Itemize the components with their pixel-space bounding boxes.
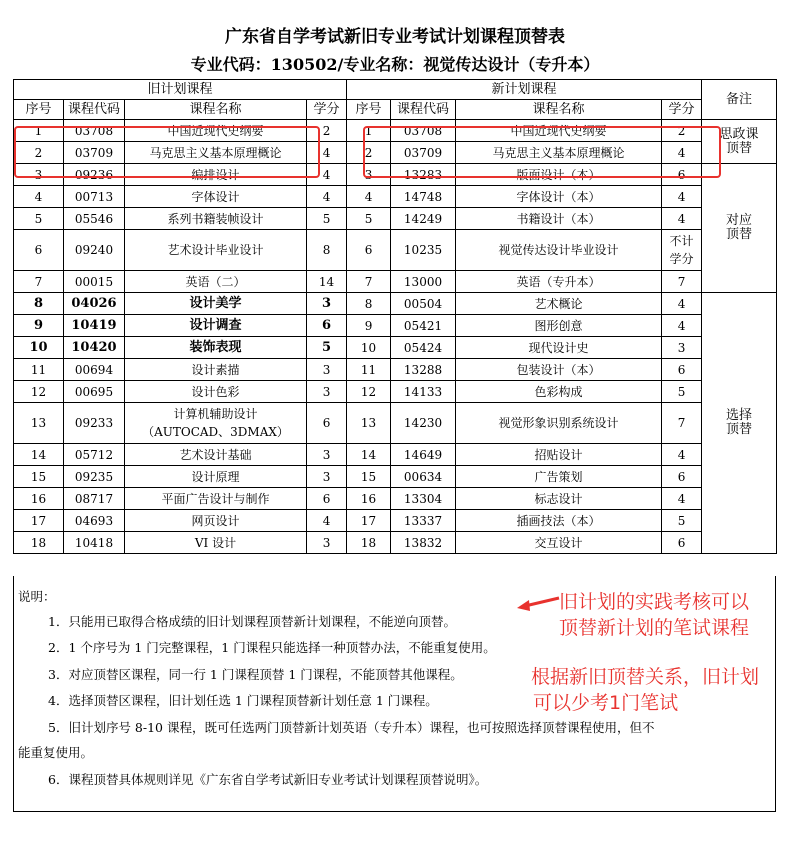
new-code-cell: 14748 (391, 186, 456, 208)
old-seq-cell: 3 (14, 164, 64, 186)
new-seq-cell: 15 (347, 466, 391, 488)
table-row (14, 120, 777, 142)
new-credit-cell: 6 (662, 466, 702, 488)
note-5-cont: 能重复使用。 (18, 745, 94, 760)
annotation-2-line2: 可以少考1门笔试 (533, 692, 679, 714)
old-code-cell: 10420 (64, 337, 125, 359)
old-credit-cell: 2 (307, 120, 347, 142)
table-row (14, 315, 777, 337)
new-credit-cell: 6 (662, 532, 702, 554)
note-5: 5．旧计划序号 8-10 课程，既可任选两门顶替新计划英语（专升本）课程，也可按照选择顶替课程使用，但不 (48, 720, 655, 735)
new-name-cell: 标志设计 (456, 488, 662, 510)
old-seq-cell: 8 (14, 293, 64, 315)
old-seq-cell: 18 (14, 532, 64, 554)
old-name-cell: 字体设计 (125, 186, 307, 208)
old-seq-cell: 13 (14, 403, 64, 444)
old-name-line2: （AUTOCAD、3DMAX） (142, 425, 289, 439)
old-name-cell: 中国近现代史纲要 (125, 120, 307, 142)
old-seq-cell: 10 (14, 337, 64, 359)
old-code-cell: 04026 (64, 293, 125, 315)
old-code-cell: 03709 (64, 142, 125, 164)
new-name-cell: 中国近现代史纲要 (456, 120, 662, 142)
table-row (14, 230, 777, 271)
old-name-cell: 设计美学 (125, 293, 307, 315)
remark-selective-line2: 顶替 (726, 422, 753, 437)
old-seq-header: 序号 (14, 100, 64, 120)
old-code-cell: 10418 (64, 532, 125, 554)
new-name-cell: 包装设计（本） (456, 359, 662, 381)
old-name-cell: 设计素描 (125, 359, 307, 381)
old-code-header: 课程代码 (64, 100, 125, 120)
new-code-cell: 05421 (391, 315, 456, 337)
new-seq-cell: 3 (347, 164, 391, 186)
old-seq-cell: 9 (14, 315, 64, 337)
old-seq-cell: 1 (14, 120, 64, 142)
new-plan-header: 新计划课程 (347, 80, 702, 100)
credit-line2: 学分 (669, 252, 694, 266)
new-name-cell: 交互设计 (456, 532, 662, 554)
old-seq-cell: 12 (14, 381, 64, 403)
old-name-cell: 英语（二） (125, 271, 307, 293)
old-name-cell (125, 403, 307, 444)
new-name-cell: 现代设计史 (456, 337, 662, 359)
old-code-cell: 09240 (64, 230, 125, 271)
new-name-cell: 字体设计（本） (456, 186, 662, 208)
old-code-cell: 09233 (64, 403, 125, 444)
table-row (14, 488, 777, 510)
new-credit-cell: 7 (662, 271, 702, 293)
table-row (14, 337, 777, 359)
table-row (14, 466, 777, 488)
old-credit-cell: 3 (307, 381, 347, 403)
new-name-cell: 版面设计（本） (456, 164, 662, 186)
note-2: 2．1 个序号为 1 门完整课程，1 门课程只能选择一种顶替办法，不能重复使用。 (48, 640, 496, 655)
new-credit-cell: 2 (662, 120, 702, 142)
new-name-cell: 色彩构成 (456, 381, 662, 403)
table-row (14, 444, 777, 466)
remark-politics (702, 120, 777, 164)
new-seq-cell: 11 (347, 359, 391, 381)
new-seq-cell: 14 (347, 444, 391, 466)
new-code-cell: 03709 (391, 142, 456, 164)
new-code-cell: 13283 (391, 164, 456, 186)
old-code-cell: 10419 (64, 315, 125, 337)
new-name-cell: 招贴设计 (456, 444, 662, 466)
old-name-cell: 艺术设计毕业设计 (125, 230, 307, 271)
new-code-cell: 14230 (391, 403, 456, 444)
old-name-cell: 平面广告设计与制作 (125, 488, 307, 510)
new-seq-cell: 13 (347, 403, 391, 444)
old-code-cell: 00015 (64, 271, 125, 293)
table-row (14, 293, 777, 315)
note-4: 4．选择顶替区课程，旧计划任选 1 门课程顶替新计划任意 1 门课程。 (48, 693, 438, 708)
new-name-cell: 艺术概论 (456, 293, 662, 315)
new-credit-header: 学分 (662, 100, 702, 120)
annotation-1-line1: 旧计划的实践考核可以 (559, 591, 750, 613)
old-credit-cell: 14 (307, 271, 347, 293)
new-credit-cell: 4 (662, 186, 702, 208)
old-credit-cell: 4 (307, 164, 347, 186)
old-code-cell: 00695 (64, 381, 125, 403)
new-credit-cell: 5 (662, 510, 702, 532)
old-name-cell: 艺术设计基础 (125, 444, 307, 466)
old-name-cell: 系列书籍装帧设计 (125, 208, 307, 230)
old-code-cell: 04693 (64, 510, 125, 532)
new-seq-cell: 7 (347, 271, 391, 293)
old-credit-cell: 5 (307, 208, 347, 230)
table-row (14, 164, 777, 186)
old-credit-cell: 3 (307, 293, 347, 315)
old-name-cell: 网页设计 (125, 510, 307, 532)
notes-heading: 说明： (18, 589, 56, 604)
new-seq-cell: 12 (347, 381, 391, 403)
new-name-cell: 图形创意 (456, 315, 662, 337)
old-seq-cell: 4 (14, 186, 64, 208)
new-credit-cell: 4 (662, 315, 702, 337)
old-credit-cell: 4 (307, 186, 347, 208)
new-seq-cell: 5 (347, 208, 391, 230)
new-credit-cell (662, 230, 702, 271)
old-name-cell: 编排设计 (125, 164, 307, 186)
annotation-arrow-icon (515, 592, 560, 614)
old-credit-cell: 4 (307, 142, 347, 164)
old-seq-cell: 5 (14, 208, 64, 230)
new-name-cell: 插画技法（本） (456, 510, 662, 532)
annotation-2-line1: 根据新旧顶替关系，旧计划 (531, 666, 760, 688)
table-row (14, 142, 777, 164)
new-credit-cell: 6 (662, 164, 702, 186)
old-seq-cell: 6 (14, 230, 64, 271)
new-code-cell: 14249 (391, 208, 456, 230)
old-name-header: 课程名称 (125, 100, 307, 120)
new-seq-cell: 2 (347, 142, 391, 164)
new-code-cell: 14133 (391, 381, 456, 403)
new-credit-cell: 7 (662, 403, 702, 444)
new-code-cell: 13000 (391, 271, 456, 293)
old-seq-cell: 17 (14, 510, 64, 532)
old-credit-cell: 6 (307, 315, 347, 337)
new-credit-cell: 4 (662, 488, 702, 510)
table-row (14, 381, 777, 403)
new-seq-cell: 10 (347, 337, 391, 359)
old-seq-cell: 15 (14, 466, 64, 488)
old-credit-cell: 3 (307, 466, 347, 488)
old-credit-cell: 5 (307, 337, 347, 359)
remark-header: 备注 (702, 80, 777, 120)
new-code-cell: 13288 (391, 359, 456, 381)
old-seq-cell: 11 (14, 359, 64, 381)
credit-line1: 不计 (669, 234, 694, 248)
page-subtitle: 专业代码：130502/专业名称：视觉传达设计（专升本） (190, 55, 600, 74)
new-code-cell: 13337 (391, 510, 456, 532)
new-code-cell: 03708 (391, 120, 456, 142)
remark-politics-line1: 思政课 (719, 126, 759, 142)
new-name-cell: 英语（专升本） (456, 271, 662, 293)
note-6: 6．课程顶替具体规则详见《广东省自学考试新旧专业考试计划课程顶替说明》。 (48, 772, 488, 787)
page-title: 广东省自学考试新旧专业考试计划课程顶替表 (225, 27, 565, 47)
new-seq-cell: 6 (347, 230, 391, 271)
table-row (14, 532, 777, 554)
new-credit-cell: 4 (662, 208, 702, 230)
old-name-cell: 设计原理 (125, 466, 307, 488)
new-seq-cell: 18 (347, 532, 391, 554)
remark-corresponding-line1: 对应 (726, 213, 753, 228)
old-credit-cell: 6 (307, 488, 347, 510)
old-seq-cell: 2 (14, 142, 64, 164)
new-name-header: 课程名称 (456, 100, 662, 120)
new-name-cell: 视觉传达设计毕业设计 (456, 230, 662, 271)
new-credit-cell: 4 (662, 142, 702, 164)
note-1: 1．只能用已取得合格成绩的旧计划课程顶替新计划课程，不能逆向顶替。 (48, 614, 456, 629)
new-code-header: 课程代码 (391, 100, 456, 120)
new-seq-cell: 16 (347, 488, 391, 510)
remark-corresponding-line2: 顶替 (726, 227, 753, 242)
old-code-cell: 05712 (64, 444, 125, 466)
course-replacement-table (13, 79, 777, 554)
old-credit-cell: 6 (307, 403, 347, 444)
new-credit-cell: 4 (662, 293, 702, 315)
old-seq-cell: 7 (14, 271, 64, 293)
remark-selective-line1: 选择 (726, 408, 753, 423)
old-name-line1: 计算机辅助设计 (173, 407, 258, 421)
old-name-cell: VI 设计 (125, 532, 307, 554)
new-seq-cell: 8 (347, 293, 391, 315)
table-row (14, 208, 777, 230)
new-credit-cell: 4 (662, 444, 702, 466)
new-name-cell: 广告策划 (456, 466, 662, 488)
old-name-cell: 马克思主义基本原理概论 (125, 142, 307, 164)
new-name-cell: 马克思主义基本原理概论 (456, 142, 662, 164)
table-row (14, 403, 777, 444)
new-credit-cell: 6 (662, 359, 702, 381)
new-code-cell: 10235 (391, 230, 456, 271)
old-credit-cell: 3 (307, 532, 347, 554)
old-code-cell: 09236 (64, 164, 125, 186)
new-name-cell: 书籍设计（本） (456, 208, 662, 230)
old-code-cell: 00694 (64, 359, 125, 381)
old-credit-cell: 4 (307, 510, 347, 532)
table-row (14, 510, 777, 532)
old-credit-cell: 3 (307, 359, 347, 381)
new-seq-cell: 4 (347, 186, 391, 208)
old-name-cell: 设计调查 (125, 315, 307, 337)
annotation-2 (529, 664, 761, 716)
annotation-1 (559, 589, 749, 641)
new-seq-cell: 17 (347, 510, 391, 532)
new-code-cell: 13304 (391, 488, 456, 510)
new-credit-cell: 5 (662, 381, 702, 403)
new-name-cell: 视觉形象识别系统设计 (456, 403, 662, 444)
old-credit-cell: 8 (307, 230, 347, 271)
old-plan-header: 旧计划课程 (14, 80, 347, 100)
remark-selective (702, 293, 777, 554)
old-name-cell: 设计色彩 (125, 381, 307, 403)
new-code-cell: 00634 (391, 466, 456, 488)
new-code-cell: 14649 (391, 444, 456, 466)
old-code-cell: 09235 (64, 466, 125, 488)
new-code-cell: 13832 (391, 532, 456, 554)
remark-corresponding (702, 164, 777, 293)
old-credit-cell: 3 (307, 444, 347, 466)
table-row (14, 186, 777, 208)
old-code-cell: 08717 (64, 488, 125, 510)
old-code-cell: 03708 (64, 120, 125, 142)
table-row (14, 359, 777, 381)
table-row (14, 271, 777, 293)
old-name-cell: 装饰表现 (125, 337, 307, 359)
new-seq-cell: 1 (347, 120, 391, 142)
old-seq-cell: 14 (14, 444, 64, 466)
remark-politics-line2: 顶替 (726, 140, 753, 156)
annotation-1-line2: 顶替新计划的笔试课程 (559, 617, 750, 639)
old-code-cell: 00713 (64, 186, 125, 208)
new-code-cell: 00504 (391, 293, 456, 315)
old-credit-header: 学分 (307, 100, 347, 120)
old-seq-cell: 16 (14, 488, 64, 510)
new-seq-header: 序号 (347, 100, 391, 120)
note-3: 3．对应顶替区课程，同一行 1 门课程顶替 1 门课程，不能顶替其他课程。 (48, 667, 463, 682)
new-code-cell: 05424 (391, 337, 456, 359)
new-seq-cell: 9 (347, 315, 391, 337)
old-code-cell: 05546 (64, 208, 125, 230)
new-credit-cell: 3 (662, 337, 702, 359)
